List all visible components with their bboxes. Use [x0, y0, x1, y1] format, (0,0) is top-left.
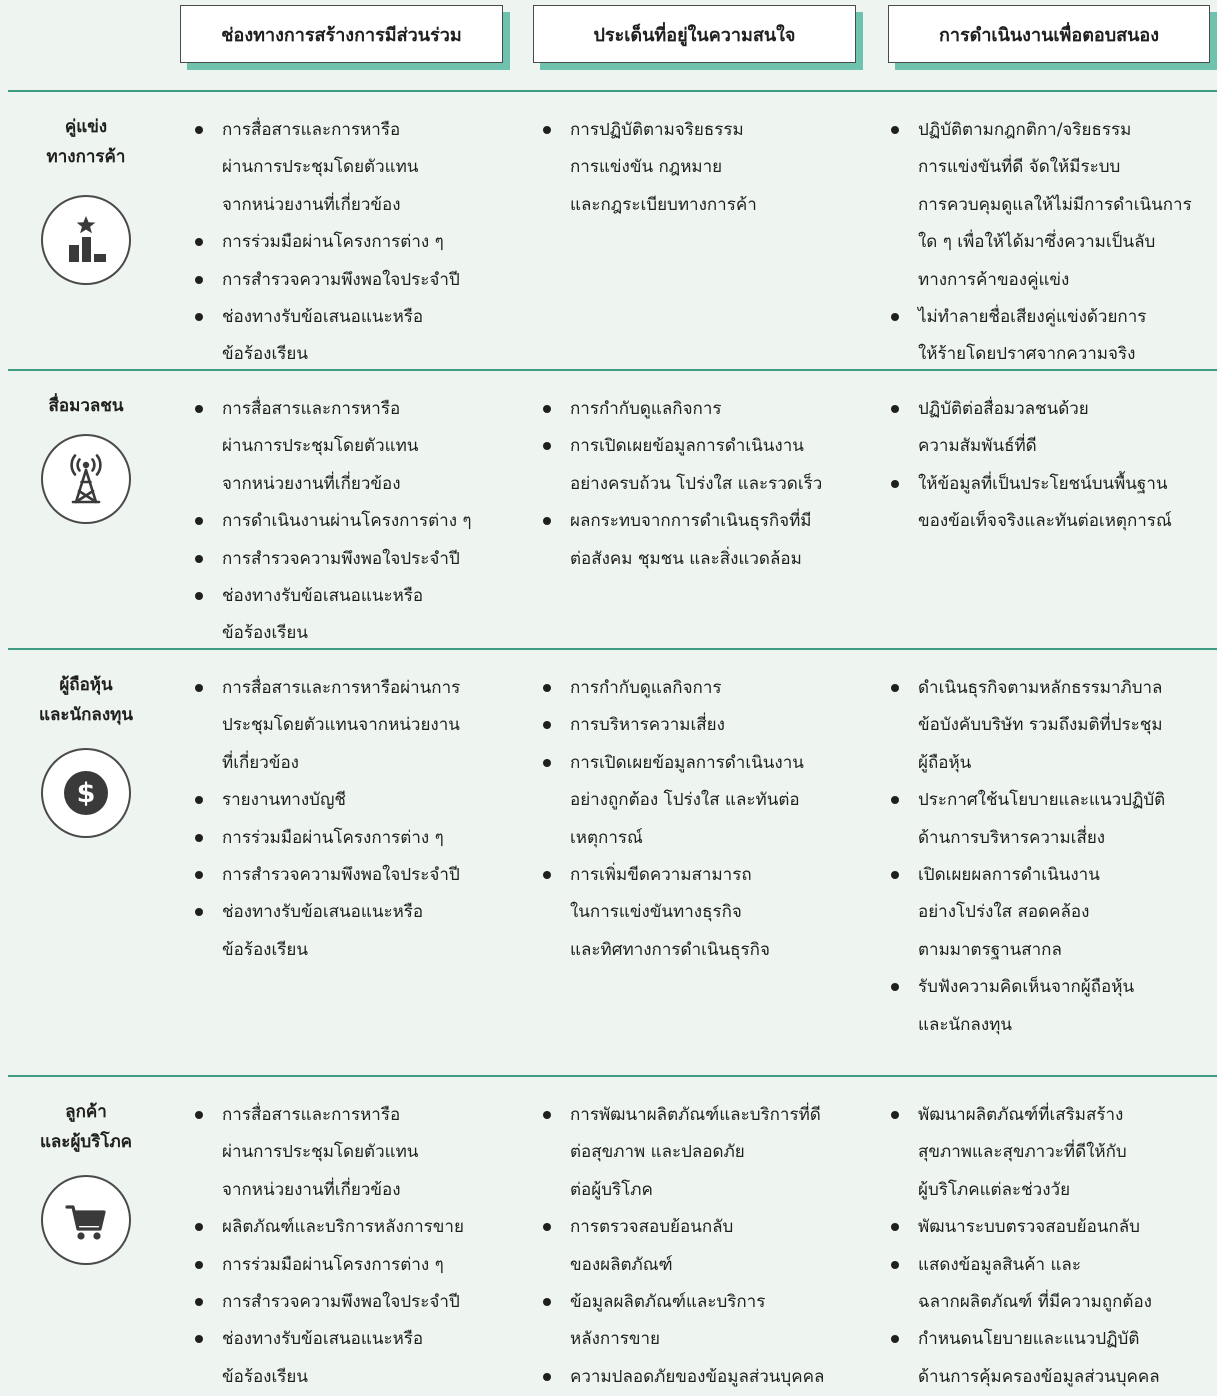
- item-text: การตรวจสอบย้อนกลับ ของผลิตภัณฑ์: [570, 1217, 734, 1275]
- list-item: [539, 707, 874, 744]
- list-item: [539, 857, 874, 969]
- list-item: [887, 782, 1217, 857]
- item-text: ปฏิบัติตามกฎกติกา/จริยธรรม การแข่งขันที่ดี จัดให้มีระบบ การควบคุมดูแลให้ไม่มีการดำเนินการ ใด ๆ เพื่อให้ได้มาซึ่งความเป็นลับ ทางการค้าของคู่แข่ง: [918, 120, 1192, 290]
- list-item: [191, 1284, 521, 1321]
- issues-list: [539, 670, 874, 969]
- item-text: การสำรวจความพึงพอใจประจำปี: [222, 1292, 460, 1313]
- stakeholder-name: [8, 391, 164, 421]
- list-item: [191, 262, 521, 299]
- list-item: [539, 112, 874, 224]
- item-text: การกำกับดูแลกิจการ: [570, 678, 722, 698]
- item-text: พัฒนาระบบตรวจสอบย้อนกลับ: [918, 1217, 1140, 1238]
- item-text: การสื่อสารและการหารือผ่านการ ประชุมโดยตัวแทนจากหน่วยงาน ที่เกี่ยวข้อง: [222, 678, 461, 773]
- item-text: การบริหารความเสี่ยง: [570, 715, 725, 736]
- list-item: [191, 224, 521, 261]
- item-text: การสื่อสารและการหารือ ผ่านการประชุมโดยตัวแทน จากหน่วยงานที่เกี่ยวข้อง: [222, 120, 419, 215]
- list-item: [887, 466, 1217, 541]
- list-item: [887, 1321, 1217, 1396]
- item-text: รับฟังความคิดเห็นจากผู้ถือหุ้น และนักลงทุน: [918, 977, 1135, 1035]
- item-text: การสำรวจความพึงพอใจประจำปี: [222, 865, 460, 886]
- stakeholder-name-text: ลูกค้า และผู้บริโภค: [39, 1102, 133, 1152]
- item-text: การร่วมมือผ่านโครงการต่าง ๆ: [222, 827, 444, 848]
- item-text: การสื่อสารและการหารือ ผ่านการประชุมโดยตัวแทน จากหน่วยงานที่เกี่ยวข้อง: [222, 399, 419, 494]
- broadcast-tower-icon: [41, 434, 131, 524]
- list-item: [191, 857, 521, 894]
- list-item: [539, 745, 874, 857]
- header-issues: [533, 5, 856, 63]
- issues-list: [539, 1097, 874, 1396]
- list-item: [539, 1284, 874, 1359]
- header-responses-label: การดำเนินงานเพื่อตอบสนอง: [938, 24, 1160, 46]
- list-item: [539, 503, 874, 578]
- list-item: [887, 857, 1217, 969]
- svg-text:$: $: [76, 778, 96, 809]
- list-item: [191, 1097, 521, 1209]
- list-item: [191, 1247, 521, 1284]
- item-text: ดำเนินธุรกิจตามหลักธรรมาภิบาล ข้อบังคับบริษัท รวมถึงมติที่ประชุม ผู้ถือหุ้น: [918, 678, 1163, 773]
- stakeholder-name-text: ผู้ถือหุ้น และนักลงทุน: [39, 675, 133, 725]
- list-item: [539, 391, 874, 428]
- item-text: รายงานทางบัญชี: [222, 790, 346, 811]
- list-item: [191, 541, 521, 578]
- list-item: [191, 820, 521, 857]
- item-text: ช่องทางรับข้อเสนอแนะหรือ ข้อร้องเรียน: [222, 1329, 424, 1387]
- list-item: [191, 578, 521, 653]
- item-text: พัฒนาผลิตภัณฑ์ที่เสริมสร้าง สุขภาพและสุขภาวะที่ดีให้กับ ผู้บริโภคแต่ละช่วงวัย: [918, 1105, 1127, 1200]
- item-text: การปฏิบัติตามจริยธรรม การแข่งขัน กฎหมาย และกฎระเบียบทางการค้า: [570, 120, 757, 215]
- header-channels: [180, 5, 503, 63]
- list-item: [887, 1209, 1217, 1246]
- list-item: [539, 428, 874, 503]
- item-text: การสำรวจความพึงพอใจประจำปี: [222, 269, 460, 290]
- ranking-podium-icon: [41, 195, 131, 285]
- channels-list: [191, 670, 521, 969]
- list-item: [539, 1097, 874, 1209]
- shopping-cart-icon: [41, 1175, 131, 1265]
- list-item: [887, 391, 1217, 466]
- responses-list: [887, 112, 1217, 374]
- item-text: การดำเนินงานผ่านโครงการต่าง ๆ: [222, 511, 472, 532]
- responses-list: [887, 670, 1217, 1044]
- item-text: แสดงข้อมูลสินค้า และ ฉลากผลิตภัณฑ์ ที่มีความถูกต้อง: [918, 1254, 1152, 1313]
- list-item: [191, 299, 521, 374]
- list-item: [539, 1359, 874, 1396]
- issues-list: [539, 391, 874, 578]
- stakeholder-name: [8, 1097, 164, 1157]
- item-text: การสื่อสารและการหารือ ผ่านการประชุมโดยตัวแทน จากหน่วยงานที่เกี่ยวข้อง: [222, 1105, 419, 1200]
- list-item: [191, 1321, 521, 1396]
- list-item: [191, 894, 521, 969]
- header-responses: [888, 5, 1210, 63]
- list-item: [539, 1209, 874, 1284]
- item-text: ความปลอดภัยของข้อมูลส่วนบุคคล: [570, 1366, 825, 1387]
- item-text: การเปิดเผยข้อมูลการดำเนินงาน อย่างครบถ้วน โปร่งใส และรวดเร็ว: [570, 436, 823, 494]
- list-item: [887, 670, 1217, 782]
- list-item: [887, 112, 1217, 299]
- list-item: [191, 670, 521, 782]
- list-item: [191, 391, 521, 503]
- list-item: [191, 503, 521, 540]
- responses-list: [887, 391, 1217, 541]
- stakeholder-name-text: คู่แข่ง ทางการค้า: [46, 117, 126, 167]
- item-text: ประกาศใช้นโยบายและแนวปฏิบัติ ด้านการบริหารความเสี่ยง: [918, 790, 1166, 848]
- issues-list: [539, 112, 874, 224]
- dollar-coin-icon: [41, 748, 131, 838]
- list-item: [887, 1247, 1217, 1322]
- list-item: [887, 969, 1217, 1044]
- responses-list: [887, 1097, 1217, 1396]
- stakeholder-row-shareholders: [8, 648, 1217, 1075]
- stakeholder-name: [8, 670, 164, 730]
- item-text: ข้อมูลผลิตภัณฑ์และบริการ หลังการขาย: [570, 1292, 766, 1350]
- item-text: การกำกับดูแลกิจการ: [570, 399, 722, 419]
- item-text: ผลิตภัณฑ์และบริการหลังการขาย: [222, 1217, 464, 1238]
- stakeholder-row-media: [8, 369, 1217, 648]
- item-text: ให้ข้อมูลที่เป็นประโยชน์บนพื้นฐาน ของข้อเท็จจริงและทันต่อเหตุการณ์: [918, 473, 1172, 532]
- header-issues-label: ประเด็นที่อยู่ในความสนใจ: [593, 24, 796, 46]
- item-text: การเพิ่มขีดความสามารถ ในการแข่งขันทางธุรกิจ และทิศทางการดำเนินธุรกิจ: [570, 865, 770, 960]
- list-item: [539, 670, 874, 707]
- item-text: การเปิดเผยข้อมูลการดำเนินงาน อย่างถูกต้อง โปร่งใส และทันต่อ เหตุการณ์: [570, 752, 804, 848]
- item-text: ไม่ทำลายชื่อเสียงคู่แข่งด้วยการ ให้ร้ายโดยปราศจากความจริง: [918, 307, 1147, 365]
- list-item: [191, 782, 521, 819]
- stakeholder-row-customers: [8, 1075, 1217, 1387]
- channels-list: [191, 112, 521, 374]
- list-item: [887, 299, 1217, 374]
- list-item: [191, 112, 521, 224]
- item-text: การพัฒนาผลิตภัณฑ์และบริการที่ดี ต่อสุขภาพ และปลอดภัย ต่อผู้บริโภค: [570, 1105, 821, 1200]
- stakeholder-name: [8, 112, 164, 172]
- item-text: เปิดเผยผลการดำเนินงาน อย่างโปร่งใส สอดคล้อง ตามมาตรฐานสากล: [918, 865, 1100, 960]
- channels-list: [191, 1097, 521, 1396]
- list-item: [191, 1209, 521, 1246]
- item-text: การร่วมมือผ่านโครงการต่าง ๆ: [222, 1254, 444, 1275]
- channels-list: [191, 391, 521, 653]
- item-text: ช่องทางรับข้อเสนอแนะหรือ ข้อร้องเรียน: [222, 902, 424, 960]
- list-item: [887, 1097, 1217, 1209]
- item-text: ผลกระทบจากการดำเนินธุรกิจที่มี ต่อสังคม ชุมชน และสิ่งแวดล้อม: [570, 511, 812, 569]
- item-text: การสำรวจความพึงพอใจประจำปี: [222, 548, 460, 569]
- header-channels-label: ช่องทางการสร้างการมีส่วนร่วม: [221, 24, 462, 46]
- item-text: กำหนดนโยบายและแนวปฏิบัติ ด้านการคุ้มครองข้อมูลส่วนบุคคล: [918, 1329, 1160, 1387]
- item-text: การร่วมมือผ่านโครงการต่าง ๆ: [222, 232, 444, 253]
- item-text: ช่องทางรับข้อเสนอแนะหรือ ข้อร้องเรียน: [222, 586, 424, 644]
- stakeholder-row-competitors: [8, 90, 1217, 369]
- item-text: ช่องทางรับข้อเสนอแนะหรือ ข้อร้องเรียน: [222, 307, 424, 365]
- item-text: ปฏิบัติต่อสื่อมวลชนด้วย ความสัมพันธ์ที่ดี: [918, 399, 1089, 457]
- stakeholder-name-text: สื่อมวลชน: [48, 396, 124, 416]
